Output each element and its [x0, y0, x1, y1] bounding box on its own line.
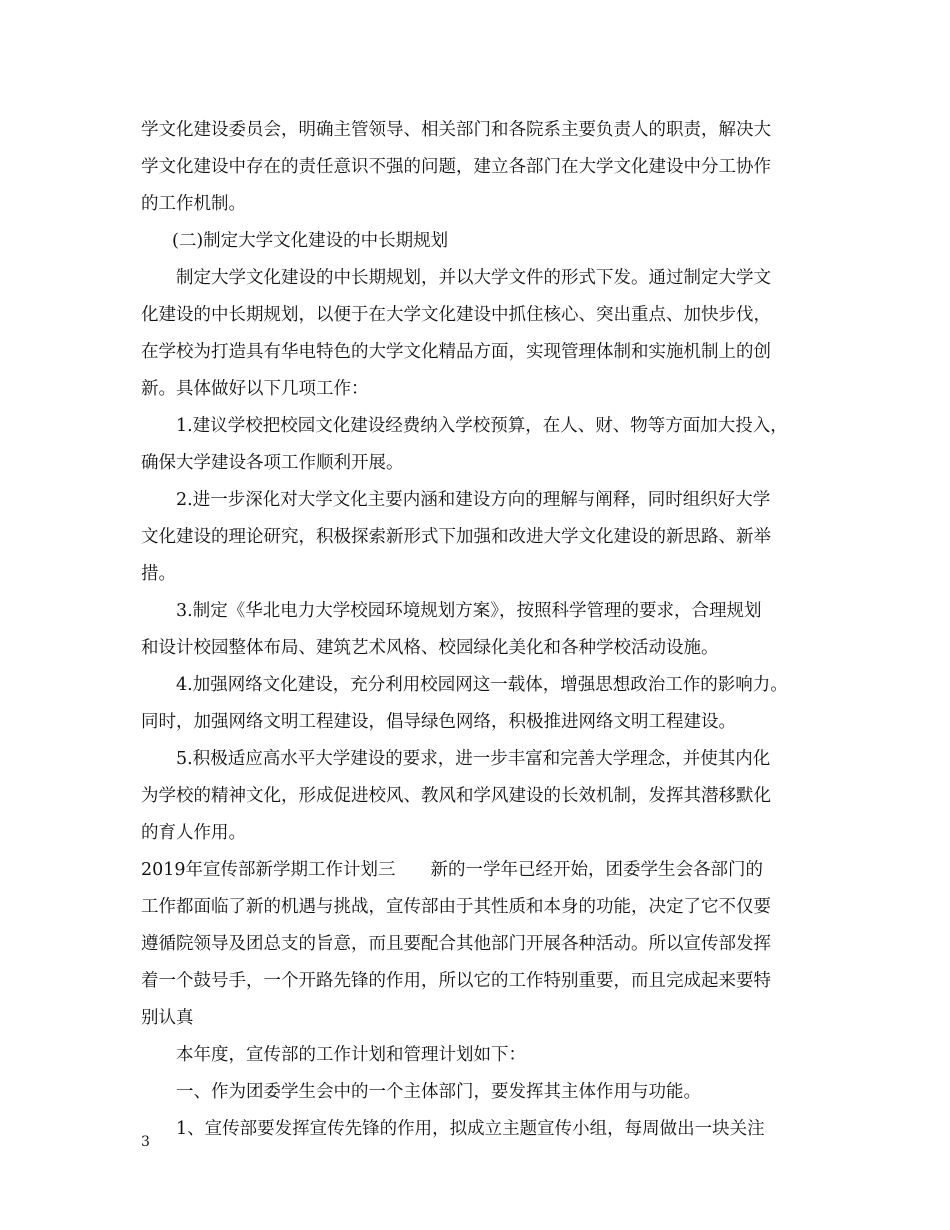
- body-line: 文化建设的理论研究，积极探索新形式下加强和改进大学文化建设的新思路、新举: [141, 527, 771, 547]
- list-item-line: 2.进一步深化对大学文化主要内涵和建设方向的理解与阐释，同时组织好大学: [176, 490, 771, 510]
- body-line: 制定大学文化建设的中长期规划，并以大学文件的形式下发。通过制定大学文: [176, 268, 771, 288]
- page-number: 3: [141, 1134, 150, 1150]
- list-item-line: 3.制定《华北电力大学校园环境规划方案》，按照科学管理的要求，合理规划: [176, 601, 762, 621]
- body-line: 化建设的中长期规划，以便于在大学文化建设中抓住核心、突出重点、加快步伐，: [141, 305, 771, 325]
- body-line: 同时，加强网络文明工程建设，倡导绿色网络，积极推进网络文明工程建设。: [141, 712, 736, 732]
- section-heading: (二)制定大学文化建设的中长期规划: [172, 231, 449, 251]
- body-line: 学文化建设委员会，明确主管领导、相关部门和各院系主要负责人的职责，解决大: [141, 120, 771, 140]
- body-line: 确保大学建设各项工作顺利开展。: [141, 453, 404, 473]
- body-line: 本年度，宣传部的工作计划和管理计划如下：: [176, 1045, 526, 1065]
- body-line: 的工作机制。: [141, 194, 246, 214]
- list-item-line: 4.加强网络文化建设，充分利用校园网这一载体，增强思想政治工作的影响力。: [176, 675, 788, 695]
- body-line: 新。具体做好以下几项工作：: [141, 379, 369, 399]
- body-line: 为学校的精神文化，形成促进校风、教风和学风建设的长效机制，发挥其潜移默化: [141, 786, 771, 806]
- body-line: 和设计校园整体布局、建筑艺术风格、校园绿化美化和各种学校活动设施。: [141, 638, 719, 658]
- list-item-line: 1、宣传部要发挥宣传先锋的作用，拟成立主题宣传小组，每周做出一块关注: [176, 1119, 765, 1139]
- body-line: 一、作为团委学生会中的一个主体部门，要发挥其主体作用与功能。: [176, 1082, 701, 1102]
- body-line: 在学校为打造具有华电特色的大学文化精品方面，实现管理体制和实施机制上的创: [141, 342, 771, 362]
- body-line: 的育人作用。: [141, 823, 246, 843]
- body-line: 遵循院领导及团总支的旨意，而且要配合其他部门开展各种活动。所以宣传部发挥: [141, 934, 771, 954]
- body-line: 措。: [141, 564, 176, 584]
- body-line: 工作都面临了新的机遇与挑战，宣传部由于其性质和本身的功能，决定了它不仅要: [141, 897, 771, 917]
- body-line: 别认真: [141, 1008, 194, 1028]
- list-item-line: 5.积极适应高水平大学建设的要求，进一步丰富和完善大学理念，并使其内化: [176, 749, 771, 769]
- body-line: 2019年宣传部新学期工作计划三 新的一学年已经开始，团委学生会各部门的: [141, 860, 764, 880]
- body-line: 着一个鼓号手，一个开路先锋的作用，所以它的工作特别重要，而且完成起来要特: [141, 971, 771, 991]
- body-line: 学文化建设中存在的责任意识不强的问题，建立各部门在大学文化建设中分工协作: [141, 157, 771, 177]
- list-item-line: 1.建议学校把校园文化建设经费纳入学校预算，在人、财、物等方面加大投入，: [176, 416, 788, 436]
